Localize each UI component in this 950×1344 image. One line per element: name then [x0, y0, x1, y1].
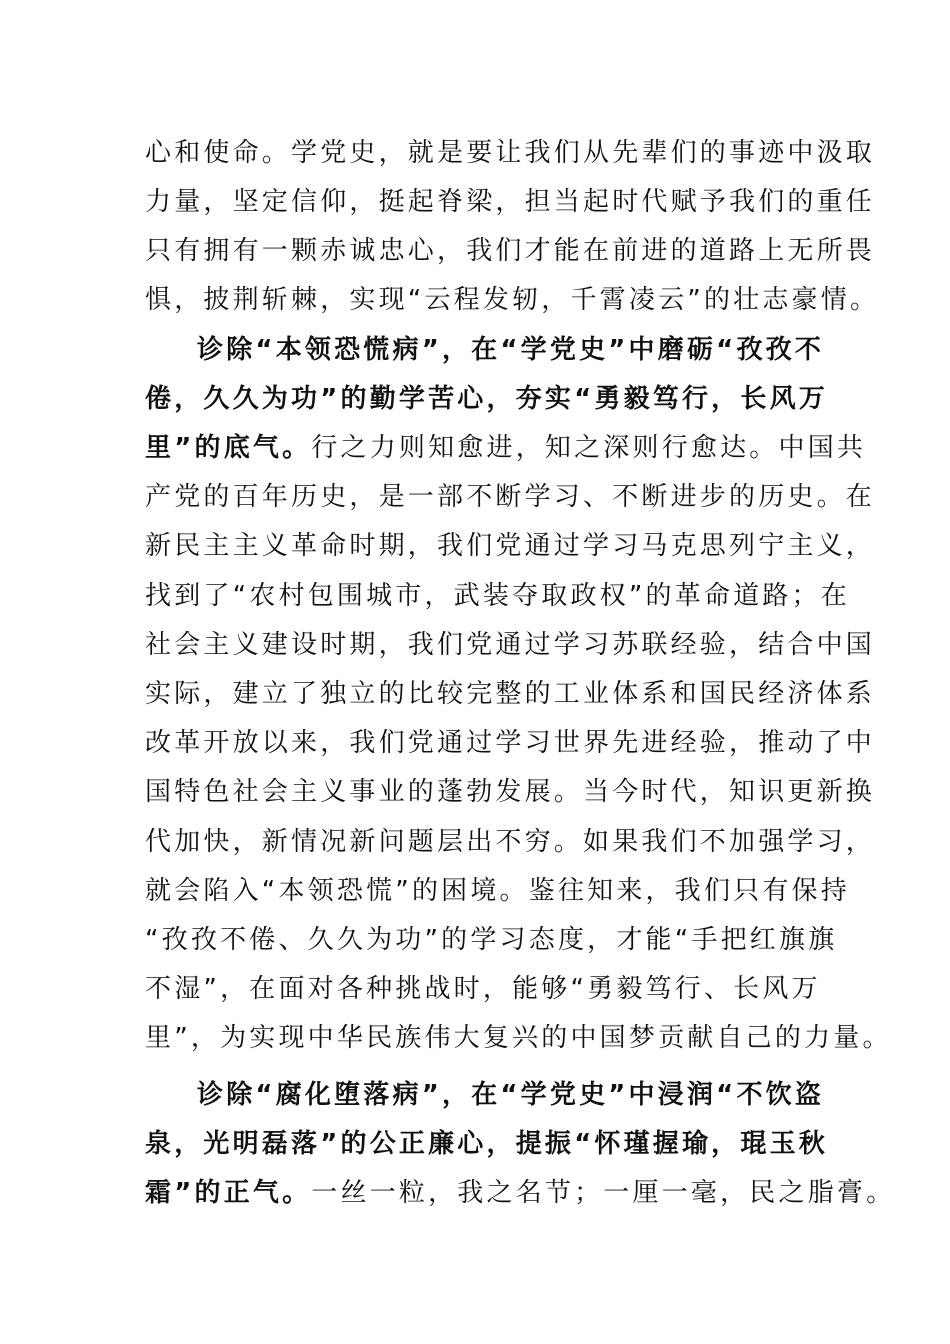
- text-line: [145, 477, 876, 517]
- bold-heading-segment: 里”的底气。: [145, 433, 312, 463]
- text-line: [145, 772, 876, 812]
- text-line: [145, 1173, 896, 1213]
- text-segment: 社会主义建设时期，我们党通过学习苏联经验，结合中国: [145, 630, 876, 660]
- paragraph-heading-line: [145, 1124, 835, 1164]
- text-line: [145, 280, 880, 320]
- text-line: [145, 871, 850, 911]
- text-segment: 一丝一粒，我之名节；一厘一毫，民之脂膏。: [311, 1178, 896, 1208]
- text-line: [145, 969, 835, 1009]
- text-line: [145, 723, 876, 763]
- text-segment: 里”，为实现中华民族伟大复兴的中国梦贡献自己的力量。: [145, 1023, 892, 1053]
- text-segment: 国特色社会主义事业的蓬勃发展。当今时代，知识更新换: [145, 777, 876, 807]
- text-segment: 改革开放以来，我们党通过学习世界先进经验，推动了中: [145, 728, 876, 758]
- text-line: [145, 231, 876, 271]
- text-segment: 惧，披荆斩棘，实现“云程发轫，千霄凌云”的壮志豪情。: [145, 285, 880, 315]
- bold-heading-segment: 霜”的正气。: [145, 1178, 312, 1208]
- text-line: [145, 428, 867, 468]
- text-line: [145, 822, 876, 862]
- text-line: [145, 182, 876, 222]
- paragraph-heading-line: [145, 379, 835, 419]
- text-segment: 实际，建立了独立的比较完整的工业体系和国民经济体系: [145, 679, 876, 709]
- text-line: [145, 920, 838, 960]
- bold-heading-segment: 泉，光明磊落”的公正廉心，提振“怀瑾握瑜，琨玉秋: [145, 1129, 828, 1159]
- bold-heading-segment: 诊除“本领恐慌病”，在“学党史”中磨砺“孜孜不: [197, 335, 825, 365]
- text-segment: 行之力则知愈进，知之深则行愈达。中国共: [311, 433, 867, 463]
- text-line: [145, 526, 876, 566]
- text-segment: 不湿”，在面对各种挑战时，能够“勇毅笃行、长风万: [145, 974, 821, 1004]
- text-segment: 就会陷入“本领恐慌”的困境。鉴往知来，我们只有保持: [145, 876, 850, 906]
- text-segment: “孜孜不倦、久久为功”的学习态度，才能“手把红旗旗: [145, 925, 838, 955]
- paragraph-heading-line: [197, 330, 887, 370]
- text-line: [145, 674, 876, 714]
- text-line: [145, 625, 876, 665]
- text-segment: 新民主主义革命时期，我们党通过学习马克思列宁主义，: [145, 531, 876, 561]
- bold-heading-segment: 诊除“腐化堕落病”，在“学党史”中浸润“不饮盗: [197, 1080, 825, 1110]
- text-line: [145, 1018, 892, 1058]
- text-segment: 力量，坚定信仰，挺起脊梁，担当起时代赋予我们的重任: [145, 187, 876, 217]
- paragraph-heading-line: [197, 1075, 887, 1115]
- text-segment: 心和使命。学党史，就是要让我们从先辈们的事迹中汲取: [145, 138, 876, 168]
- text-segment: 找到了“农村包围城市，武装夺取政权”的革命道路；在: [145, 581, 850, 611]
- text-line: [145, 576, 850, 616]
- text-line: [145, 133, 876, 173]
- text-segment: 只有拥有一颗赤诚忠心，我们才能在前进的道路上无所畏: [145, 236, 876, 266]
- bold-heading-segment: 倦，久久为功”的勤学苦心，夯实“勇毅笃行，长风万: [145, 384, 828, 414]
- text-segment: 代加快，新情况新问题层出不穷。如果我们不加强学习，: [145, 827, 876, 857]
- text-segment: 产党的百年历史，是一部不断学习、不断进步的历史。在: [145, 482, 876, 512]
